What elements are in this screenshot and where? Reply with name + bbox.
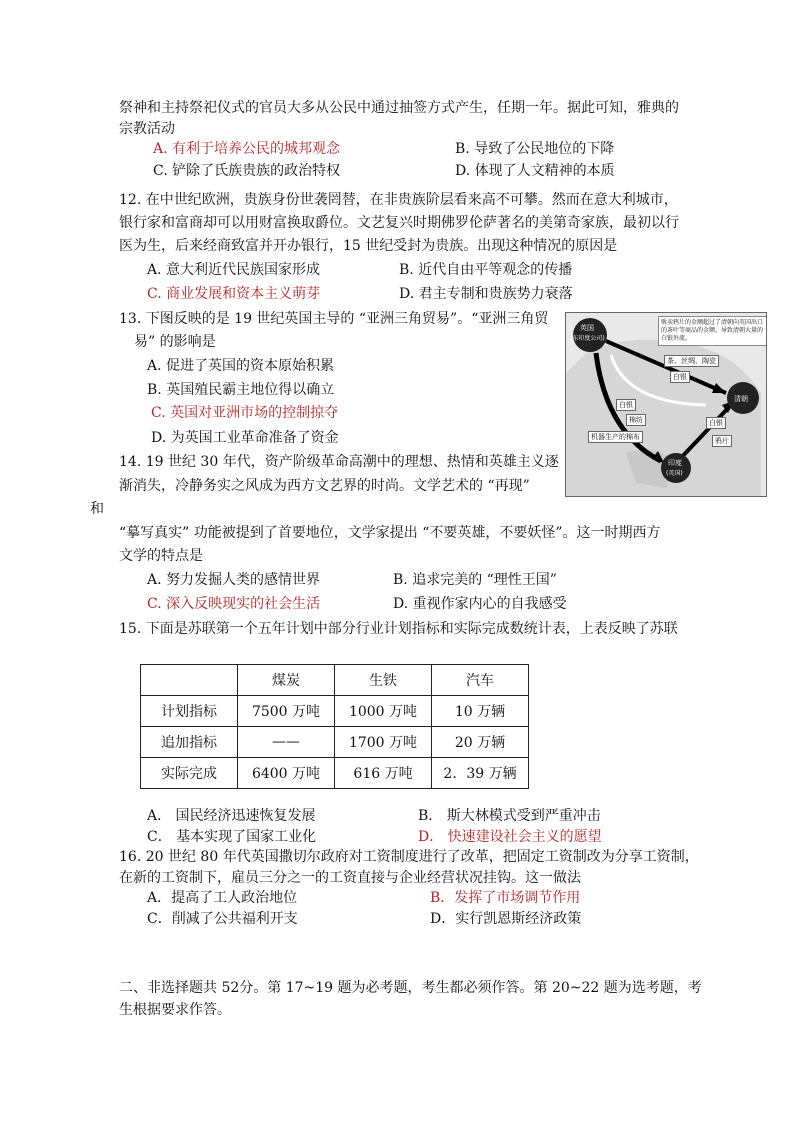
q12-option-a: A. 意大利近代民族国家形成 [147, 262, 321, 278]
table-cell: 10 万辆 [432, 696, 529, 727]
q15-stem-line1: 15. 下面是苏联第一个五年计划中部分行业计划指标和实际完成数统计表，上表反映了苏联 [119, 621, 678, 637]
table-header-row [141, 665, 529, 696]
table-header-cell: 汽车 [432, 665, 529, 696]
table-cell: 追加指标 [141, 727, 238, 758]
table-cell: 实际完成 [141, 758, 238, 789]
map-label-manufactures: 机器生产的棉布 [588, 431, 643, 443]
part2-heading-line1: 二、非选择题共 52分。第 17~19 题为必考题，考生都必须作答。第 20~22 题为选考题，考 [119, 980, 702, 996]
map-label-britain-sub: (东印度公司) [570, 335, 605, 342]
q13-stem-line1: 13. 下图反映的是 19 世纪英国主导的 “亚洲三角贸易”。“亚洲三角贸 [119, 311, 549, 327]
q16-option-b: B．发挥了市场调节作用 [430, 890, 581, 906]
q13-option-c: C. 英国对亚洲市场的控制掠夺 [151, 405, 339, 421]
map-note: 贩卖鸦片的金额超过了清朝向英国出口的茶叶等商品的金额，导致清朝大量的白银外流。 [658, 316, 767, 346]
map-label-britain: 英国 [580, 324, 594, 332]
q13-stem-line2: 易” 的影响是 [134, 334, 216, 350]
table-cell: 1700 万吨 [335, 727, 432, 758]
q16-stem-line2: 在新的工资制下，雇员三分之一的工资直接与企业经营状况挂钩。这一做法 [119, 870, 581, 886]
q15-option-b: B． 斯大林模式受到严重冲击 [418, 808, 601, 824]
q14-option-d: D. 重视作家内心的自我感受 [393, 596, 567, 612]
q15-option-c: C． 基本实现了国家工业化 [147, 829, 317, 845]
q11-stem-line2: 宗教活动 [119, 121, 175, 137]
q12-option-d: D. 君主专制和贵族势力衰落 [399, 286, 573, 302]
q11-option-a: A. 有利于培养公民的城邦观念 [153, 141, 341, 157]
q12-stem-line1: 12. 在中世纪欧洲，贵族身份世袭罔替，在非贵族阶层看来高不可攀。然而在意大利城市， [119, 192, 678, 208]
table-cell: 6400 万吨 [238, 758, 335, 789]
q12-stem-line2: 银行家和富商却可以用财富换取爵位。文艺复兴时期佛罗伦萨著名的美第奇家族，最初以行 [119, 215, 679, 231]
q16-option-d: D．实行凯恩斯经济政策 [430, 911, 582, 927]
q12-option-b: B. 近代自由平等观念的传播 [399, 262, 573, 278]
map-label-silver2: 白银 [616, 399, 636, 411]
q11-option-d: D. 体现了人文精神的本质 [455, 163, 615, 179]
q14-option-a: A. 努力发掘人类的感情世界 [147, 572, 321, 588]
map-label-silver1: 白银 [670, 371, 690, 383]
table-row [141, 696, 529, 727]
q11-stem-line1: 祭神和主持祭祀仪式的官员大多从公民中通过抽签方式产生，任期一年。据此可知，雅典的 [119, 100, 679, 116]
q16-option-c: C．削减了公共福利开支 [147, 911, 298, 927]
table-header-cell [141, 665, 238, 696]
table-cell: 20 万辆 [432, 727, 529, 758]
q14-option-b: B. 追求完美的 “理性王国” [393, 572, 557, 588]
table-header-cell: 煤炭 [238, 665, 335, 696]
table-cell: 2．39 万辆 [432, 758, 529, 789]
q14-option-c: C. 深入反映现实的社会生活 [147, 596, 321, 612]
q14-stem-line4: “摹写真实” 功能被提到了首要地位，文学家提出 “不要英雄，不要妖怪”。这一时期西方 [119, 525, 661, 541]
q13-option-d: D. 为英国工业革命准备了资金 [151, 430, 339, 446]
map-label-opium: 鸦片 [712, 435, 732, 447]
q11-option-c: C. 铲除了氏族贵族的政治特权 [153, 163, 341, 179]
triangle-trade-map [565, 312, 767, 497]
q14-stem-line2: 渐消失，冷静务实之风成为西方文艺界的时尚。文学艺术的 “再现” [119, 478, 530, 494]
q12-option-c: C. 商业发展和资本主义萌芽 [147, 286, 321, 302]
q14-stem-line5: 文学的特点是 [119, 548, 203, 564]
q13-option-b: B. 英国殖民霸主地位得以确立 [147, 382, 335, 398]
map-label-cotton: 棉纺 [626, 414, 646, 426]
map-label-silver3: 白银 [706, 417, 726, 429]
q14-stem-line3: 和 [90, 501, 104, 517]
q11-option-b: B. 导致了公民地位的下降 [455, 141, 615, 157]
map-label-goods: 茶、丝绸、陶瓷 [664, 355, 719, 367]
q12-stem-line3: 医为生，后来经商致富并开办银行，15 世纪受封为贵族。出现这种情况的原因是 [119, 238, 618, 254]
table-cell: —— [238, 727, 335, 758]
table-row [141, 727, 529, 758]
q15-option-d: D． 快速建设社会主义的愿望 [418, 829, 602, 845]
table-header-cell: 生铁 [335, 665, 432, 696]
map-label-india-sub: (英国) [666, 470, 683, 477]
table-row [141, 758, 529, 789]
map-label-india: 印度 [668, 459, 682, 467]
table-cell: 616 万吨 [335, 758, 432, 789]
table-cell: 计划指标 [141, 696, 238, 727]
part2-heading-line2: 生根据要求作答。 [119, 1002, 231, 1018]
q16-option-a: A．提高了工人政治地位 [147, 890, 298, 906]
production-table [140, 664, 529, 789]
map-label-qing: 清朝 [734, 395, 748, 403]
q13-option-a: A. 促进了英国的资本原始积累 [147, 358, 335, 374]
table-cell: 7500 万吨 [238, 696, 335, 727]
q14-stem-line1: 14. 19 世纪 30 年代，资产阶级革命高潮中的理想、热情和英雄主义逐 [119, 454, 559, 470]
q16-stem-line1: 16. 20 世纪 80 年代英国撒切尔政府对工资制度进行了改革，把固定工资制改为分享工资制， [119, 849, 699, 865]
table-cell: 1000 万吨 [335, 696, 432, 727]
q15-option-a: A． 国民经济迅速恢复发展 [147, 808, 316, 824]
